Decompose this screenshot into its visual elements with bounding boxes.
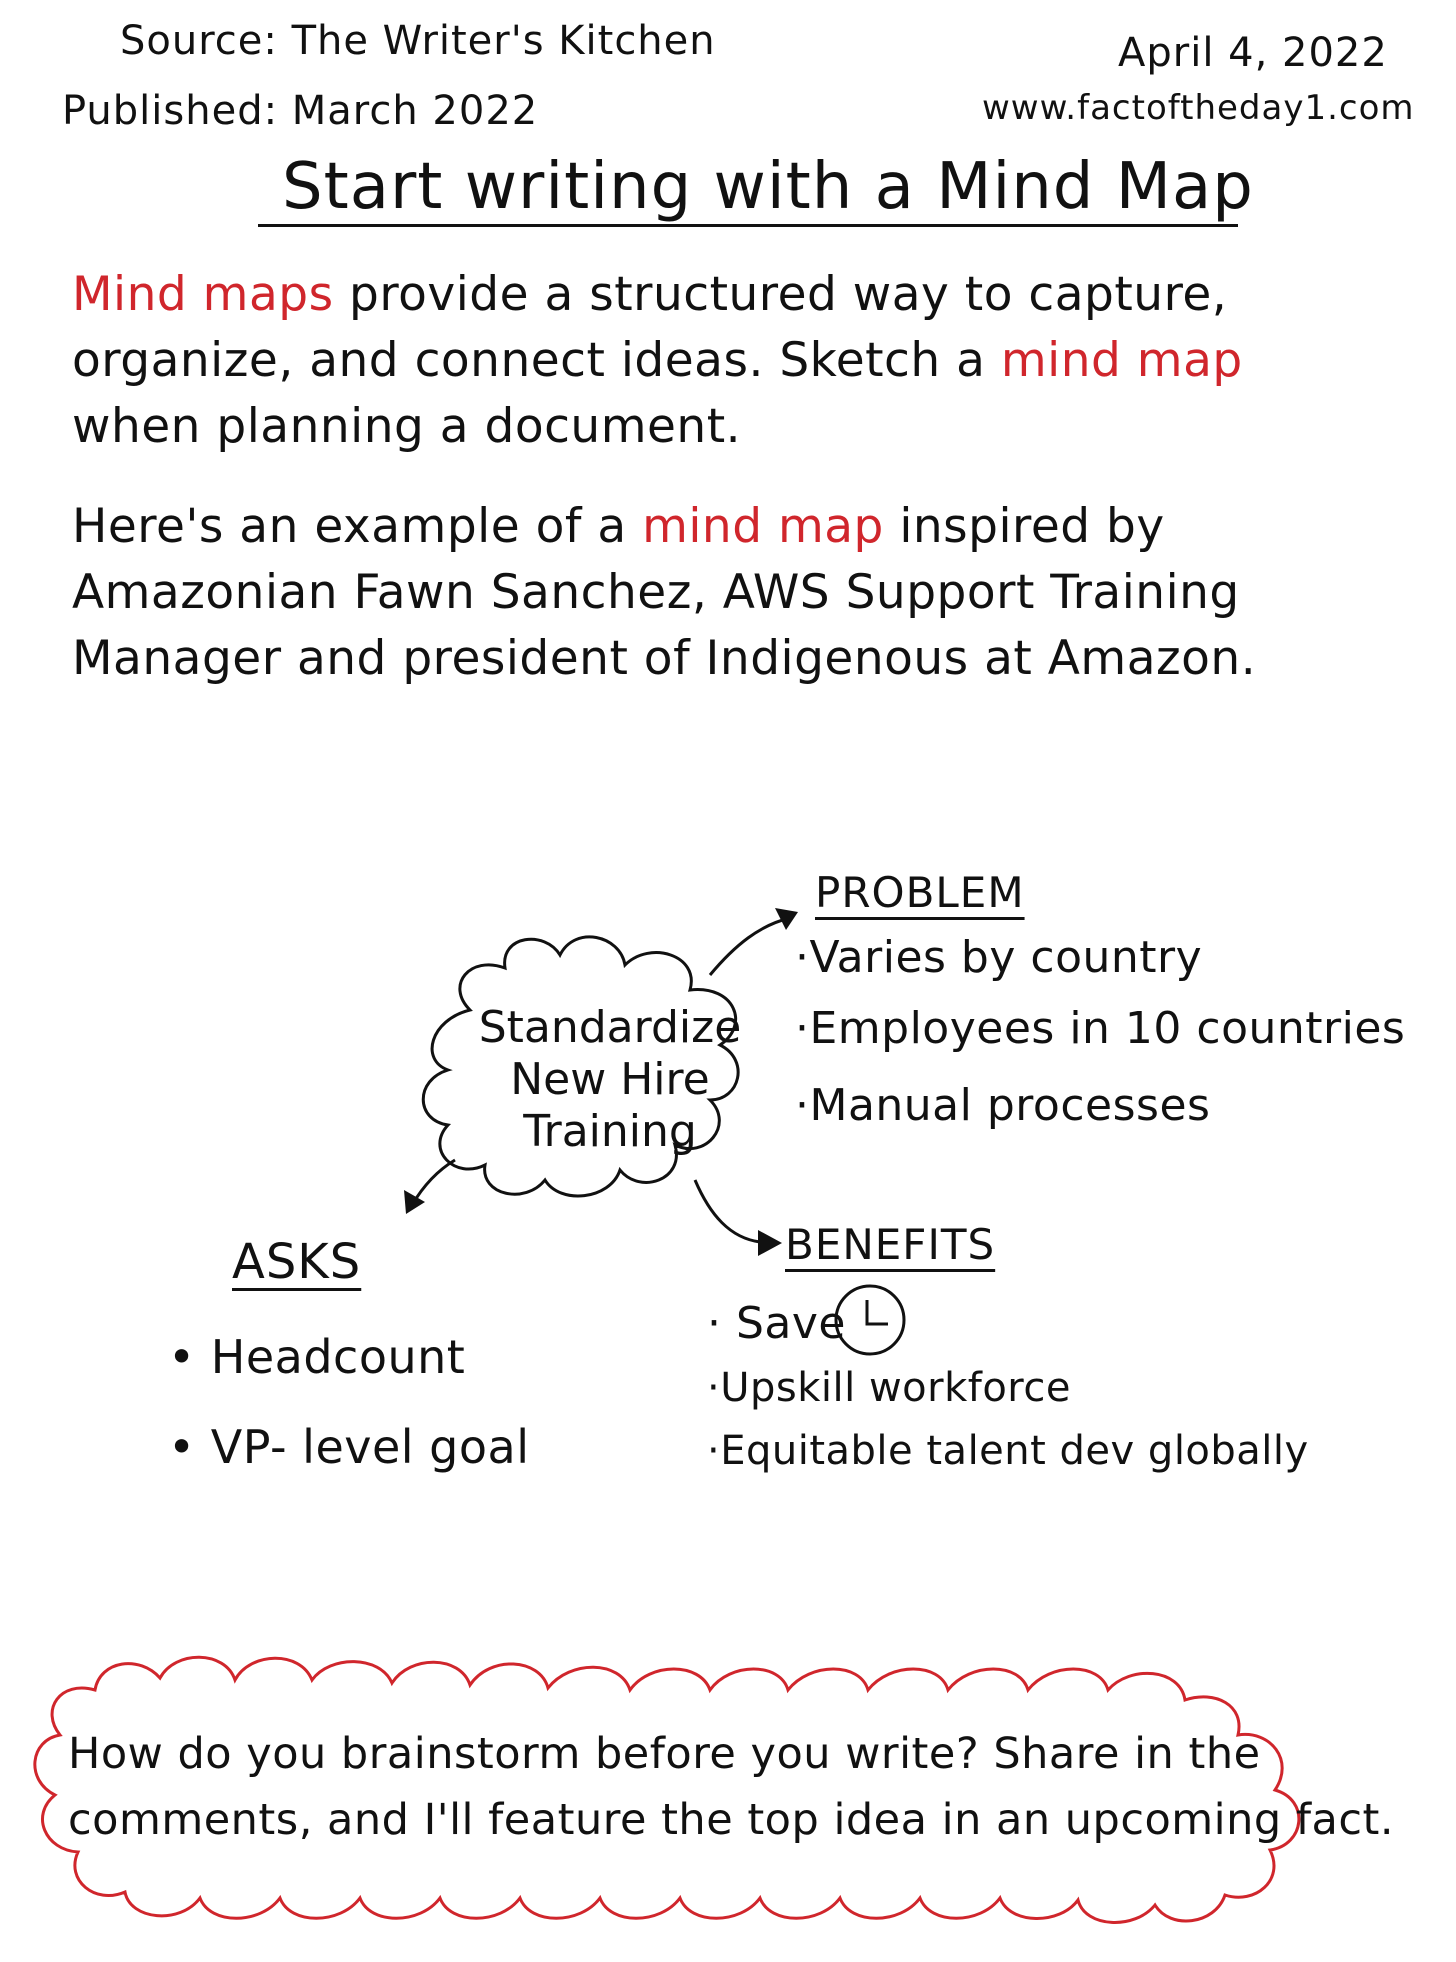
cta-invitation: comments, and I'll feature the top idea in an upcoming fact. xyxy=(68,1795,1395,1845)
benefits-item: ·Upskill workforce xyxy=(707,1365,1071,1411)
problem-heading: PROBLEM xyxy=(815,868,1025,917)
date-line: April 4, 2022 xyxy=(1118,30,1388,76)
page-title: Start writing with a Mind Map xyxy=(282,150,1254,224)
benefits-heading: BENEFITS xyxy=(785,1220,996,1269)
arrow-head-asks xyxy=(404,1190,425,1214)
asks-heading: ASKS xyxy=(232,1234,362,1290)
intro-text: when planning a document. xyxy=(72,399,742,454)
benefits-item: · Save xyxy=(707,1298,846,1349)
arrow-to-asks xyxy=(412,1160,455,1205)
clock-icon xyxy=(836,1286,904,1354)
arrow-head-benefits xyxy=(758,1230,782,1256)
arrow-to-problem xyxy=(710,918,790,975)
problem-item: ·Employees in 10 countries xyxy=(795,1003,1406,1054)
intro-text: provide a structured way to capture, organize, and connect ideas. Sketch a xyxy=(72,267,1228,388)
highlight-term: mind map xyxy=(642,499,884,554)
website-link[interactable]: www.factoftheday1.com xyxy=(982,88,1415,128)
center-topic-line: Standardize xyxy=(478,1002,742,1053)
arrow-to-benefits xyxy=(695,1180,760,1242)
benefits-item: ·Equitable talent dev globally xyxy=(707,1428,1309,1474)
problem-item: ·Manual processes xyxy=(795,1080,1211,1131)
source-line: Source: The Writer's Kitchen xyxy=(120,18,716,64)
highlight-term: mind map xyxy=(1000,333,1243,388)
arrow-head-problem xyxy=(775,908,798,930)
highlight-term: Mind maps xyxy=(72,267,334,322)
center-topic-line: Training xyxy=(523,1106,697,1157)
intro-text: Here's an example of a xyxy=(72,499,643,554)
center-topic-line: New Hire xyxy=(510,1054,710,1105)
asks-item: • Headcount xyxy=(168,1330,466,1384)
cta-question: How do you brainstorm before you write? Share in the xyxy=(68,1729,1261,1779)
problem-item: ·Varies by country xyxy=(795,932,1203,983)
intro-text: inspired by Amazonian Fawn Sanchez, AWS Support Training Manager and president of Indigenous at Amazon. xyxy=(72,499,1257,686)
published-line: Published: March 2022 xyxy=(62,88,539,134)
center-topic xyxy=(470,1002,750,1158)
asks-item: • VP- level goal xyxy=(168,1420,530,1474)
